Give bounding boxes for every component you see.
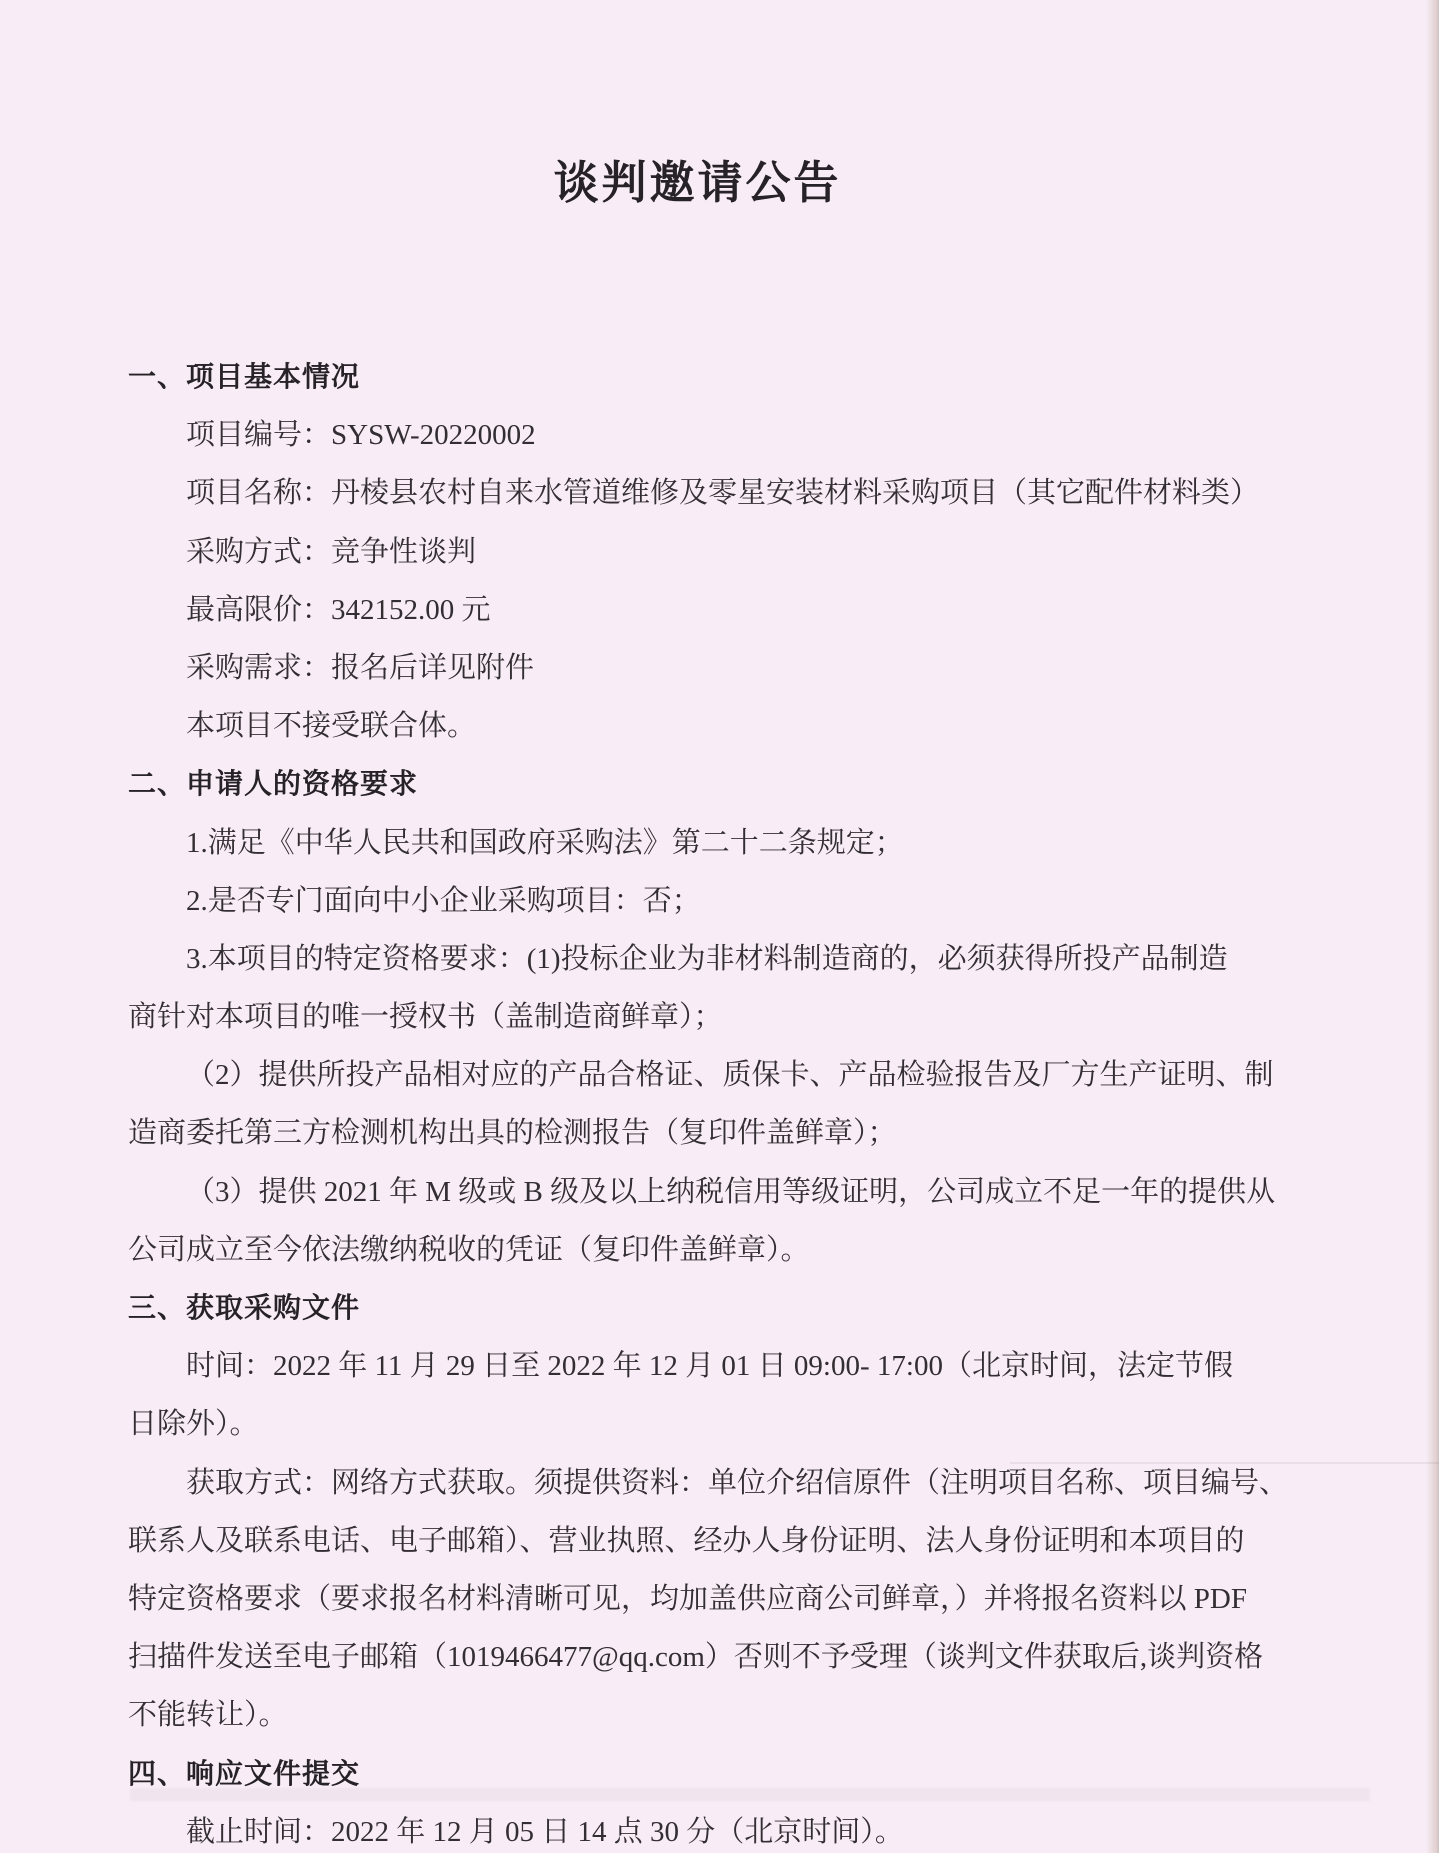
document-line: （3）提供 2021 年 M 级或 B 级及以上纳税信用等级证明，公司成立不足一年的提供从 [186, 1175, 1276, 1208]
document-line: 本项目不接受联合体。 [186, 710, 477, 743]
document-line: 采购方式：竞争性谈判 [186, 535, 477, 568]
document-line: 3.本项目的特定资格要求：(1)投标企业为非材料制造商的，必须获得所投产品制造 [186, 942, 1228, 975]
section-heading: 三、获取采购文件 [128, 1292, 361, 1323]
document-line: 联系人及联系电话、电子邮箱）、营业执照、经办人身份证明、法人身份证明和本项目的 [128, 1524, 1245, 1557]
document-line: 最高限价：342152.00 元 [186, 593, 491, 626]
document-line: 特定资格要求（要求报名材料清晰可见，均加盖供应商公司鲜章，）并将报名资料以 PDF [128, 1582, 1247, 1615]
section-heading: 一、项目基本情况 [128, 361, 361, 392]
document-line: 公司成立至今依法缴纳税收的凭证（复印件盖鲜章）。 [128, 1233, 810, 1266]
document-line: 扫描件发送至电子邮箱（1019466477@qq.com）否则不予受理（谈判文件获取后,谈判资格 [128, 1641, 1264, 1674]
document-line: 造商委托第三方检测机构出具的检测报告（复印件盖鲜章）； [128, 1117, 897, 1150]
document-line: 1.满足《中华人民共和国政府采购法》第二十二条规定； [186, 826, 904, 859]
document-title: 谈判邀请公告 [553, 158, 842, 208]
document-line: 不能转让）。 [128, 1699, 288, 1732]
section-heading: 四、响应文件提交 [128, 1757, 361, 1789]
document-line: 商针对本项目的唯一授权书（盖制造商鲜章）； [128, 1001, 723, 1034]
document-line: 日除外）。 [128, 1408, 259, 1441]
document-line: 获取方式：网络方式获取。须提供资料：单位介绍信原件（注明项目名称、项目编号、 [186, 1466, 1289, 1499]
document-body [128, 348, 1308, 1853]
scan-edge-shadow [1426, 0, 1439, 1853]
document-line: 截止时间：2022 年 12 月 05 日 14 点 30 分（北京时间）。 [186, 1815, 904, 1848]
document-line: 2.是否专门面向中小企业采购项目：否； [186, 884, 701, 917]
section-heading: 二、申请人的资格要求 [128, 768, 419, 800]
document-line: 项目名称：丹棱县农村自来水管道维修及零星安装材料采购项目（其它配件材料类） [186, 477, 1260, 510]
document-line: 项目编号：SYSW-20220002 [186, 419, 536, 452]
document-line: （2）提供所投产品相对应的产品合格证、质保卡、产品检验报告及厂方生产证明、制 [186, 1059, 1274, 1092]
document-line: 时间：2022 年 11 月 29 日至 2022 年 12 月 01 日 09:00- 17:00（北京时间，法定节假 [186, 1350, 1233, 1383]
document-line: 采购需求：报名后详见附件 [186, 651, 535, 684]
